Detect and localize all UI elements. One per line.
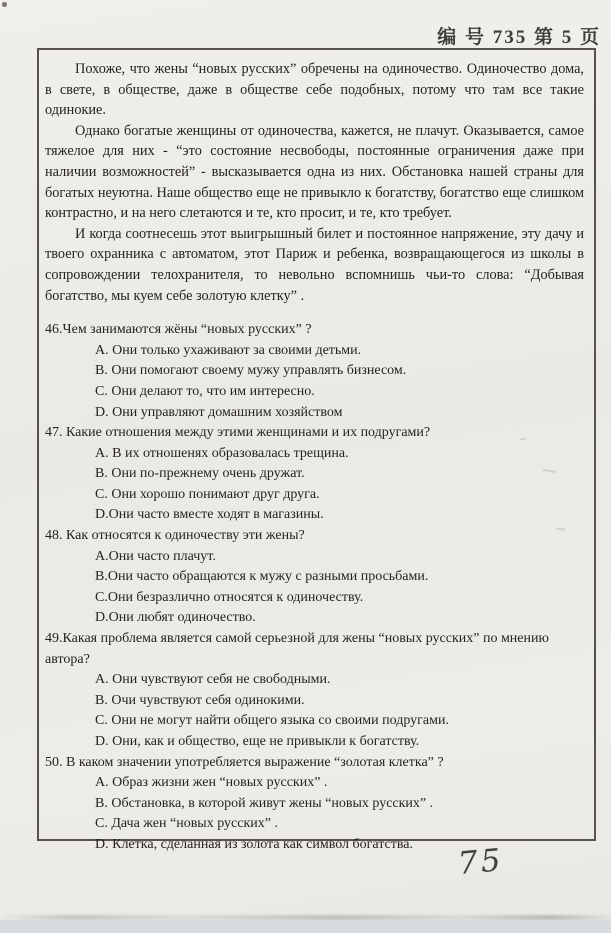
question-46-option-a: A. Они только ухаживают за своими детьми. <box>95 342 362 358</box>
page-header <box>437 22 601 49</box>
question-50-option-a: A. Образ жизни жен “новых русских” . <box>95 775 328 791</box>
question-48-prompt: 48. Как относятся к одиночеству эти жены? <box>45 528 305 544</box>
question-48-option-c: C.Они безразлично относятся к одиночеству. <box>95 589 364 605</box>
content-frame <box>37 48 596 852</box>
reading-passage <box>45 59 584 306</box>
question-46-option-c: C. Они делают то, что им интересно. <box>95 383 315 399</box>
question-47-prompt: 47. Какие отношения между этими женщинами и их подругами? <box>45 425 431 441</box>
scan-artifact-dot <box>2 2 7 7</box>
question-48-option-a: A.Они часто плачут. <box>95 548 216 564</box>
question-50-option-b: B. Обстановка, в которой живут жены “новых русских” . <box>95 795 434 811</box>
question-47-option-d: D.Они часто вместе ходят в магазины. <box>95 507 324 523</box>
question-48 <box>45 526 584 629</box>
question-49-option-a: A. Они чувствуют себя не свободными. <box>95 672 331 688</box>
question-48-option-d: D.Они любят одиночество. <box>95 610 256 626</box>
question-47-option-a: A. В их отношенях образовалась трещина. <box>95 445 349 461</box>
question-50-prompt: 50. В каком значении употребляется выражение “золотая клетка” ? <box>45 754 444 770</box>
question-47-option-c: C. Они хорошо понимают друг друга. <box>95 486 320 502</box>
question-49-option-c: C. Они не могут найти общего языка со своими подругами. <box>95 713 449 729</box>
question-49 <box>45 629 584 753</box>
question-49-option-d: D. Они, как и общество, еще не привыкли к богатству. <box>95 734 420 749</box>
question-48-option-b: B.Они часто обращаются к мужу с разными просьбами. <box>95 569 429 585</box>
question-49-prompt: 49.Какая проблема является самой серьезной для жены “новых русских” по мнению автора? <box>45 631 549 667</box>
question-50 <box>45 753 584 856</box>
question-50-option-c: C. Дача жен “новых русских” . <box>95 816 278 832</box>
question-50-option-d: D. Клетка, сделанная из золота как символ богатства. <box>95 836 414 852</box>
passage-paragraph-1: Похоже, что жены “новых русских” обречены на одиночество. Одиночество дома, в свете, в обществе, даже в обществе себе подобных, потому что там все такие одинокие. <box>45 61 584 119</box>
question-46-prompt: 46.Чем занимаются жёны “новых русских” ? <box>45 322 312 338</box>
page-number-label: 编 号 735 第 5 页 <box>437 27 601 48</box>
question-46 <box>45 320 584 423</box>
question-49-option-b: B. Очи чувствуют себя одинокими. <box>95 692 305 708</box>
question-46-option-b: B. Они помогают своему мужу управлять бизнесом. <box>95 363 407 379</box>
question-46-option-d: D. Они управляют домашним хозяйством <box>95 404 343 420</box>
question-47 <box>45 423 584 526</box>
passage-paragraph-2: Однако богатые женщины от одиночества, кажется, не плачут. Оказывается, самое тяжелое для них - “это состояние несвободы, постоянные ограничения даже при наличии возможностей” - высказывается одна из них. Обстановка нашей страны для богатых неуютна. Наше общество еще не привыкло к богатству, богатство еще слишком контрастно, и на него слетаются и те, кто просит, и те, кто требует. <box>45 122 584 222</box>
scanner-background <box>0 920 611 933</box>
question-47-option-b: B. Они по-прежнему очень дружат. <box>95 466 305 482</box>
handwritten-score: 75 <box>456 842 505 882</box>
question-list <box>45 320 584 855</box>
passage-paragraph-3: И когда соотнесешь этот выигрышный билет и постоянное напряжение, эту дачу и твоего охранника с автоматом, этот Париж и ребенка, возвращающегося из школы в сопровождении телохранителя, то невольно вспомнишь чьи-то слова: “Добывая богатство, мы куем себе золотую клетку” . <box>45 225 584 304</box>
